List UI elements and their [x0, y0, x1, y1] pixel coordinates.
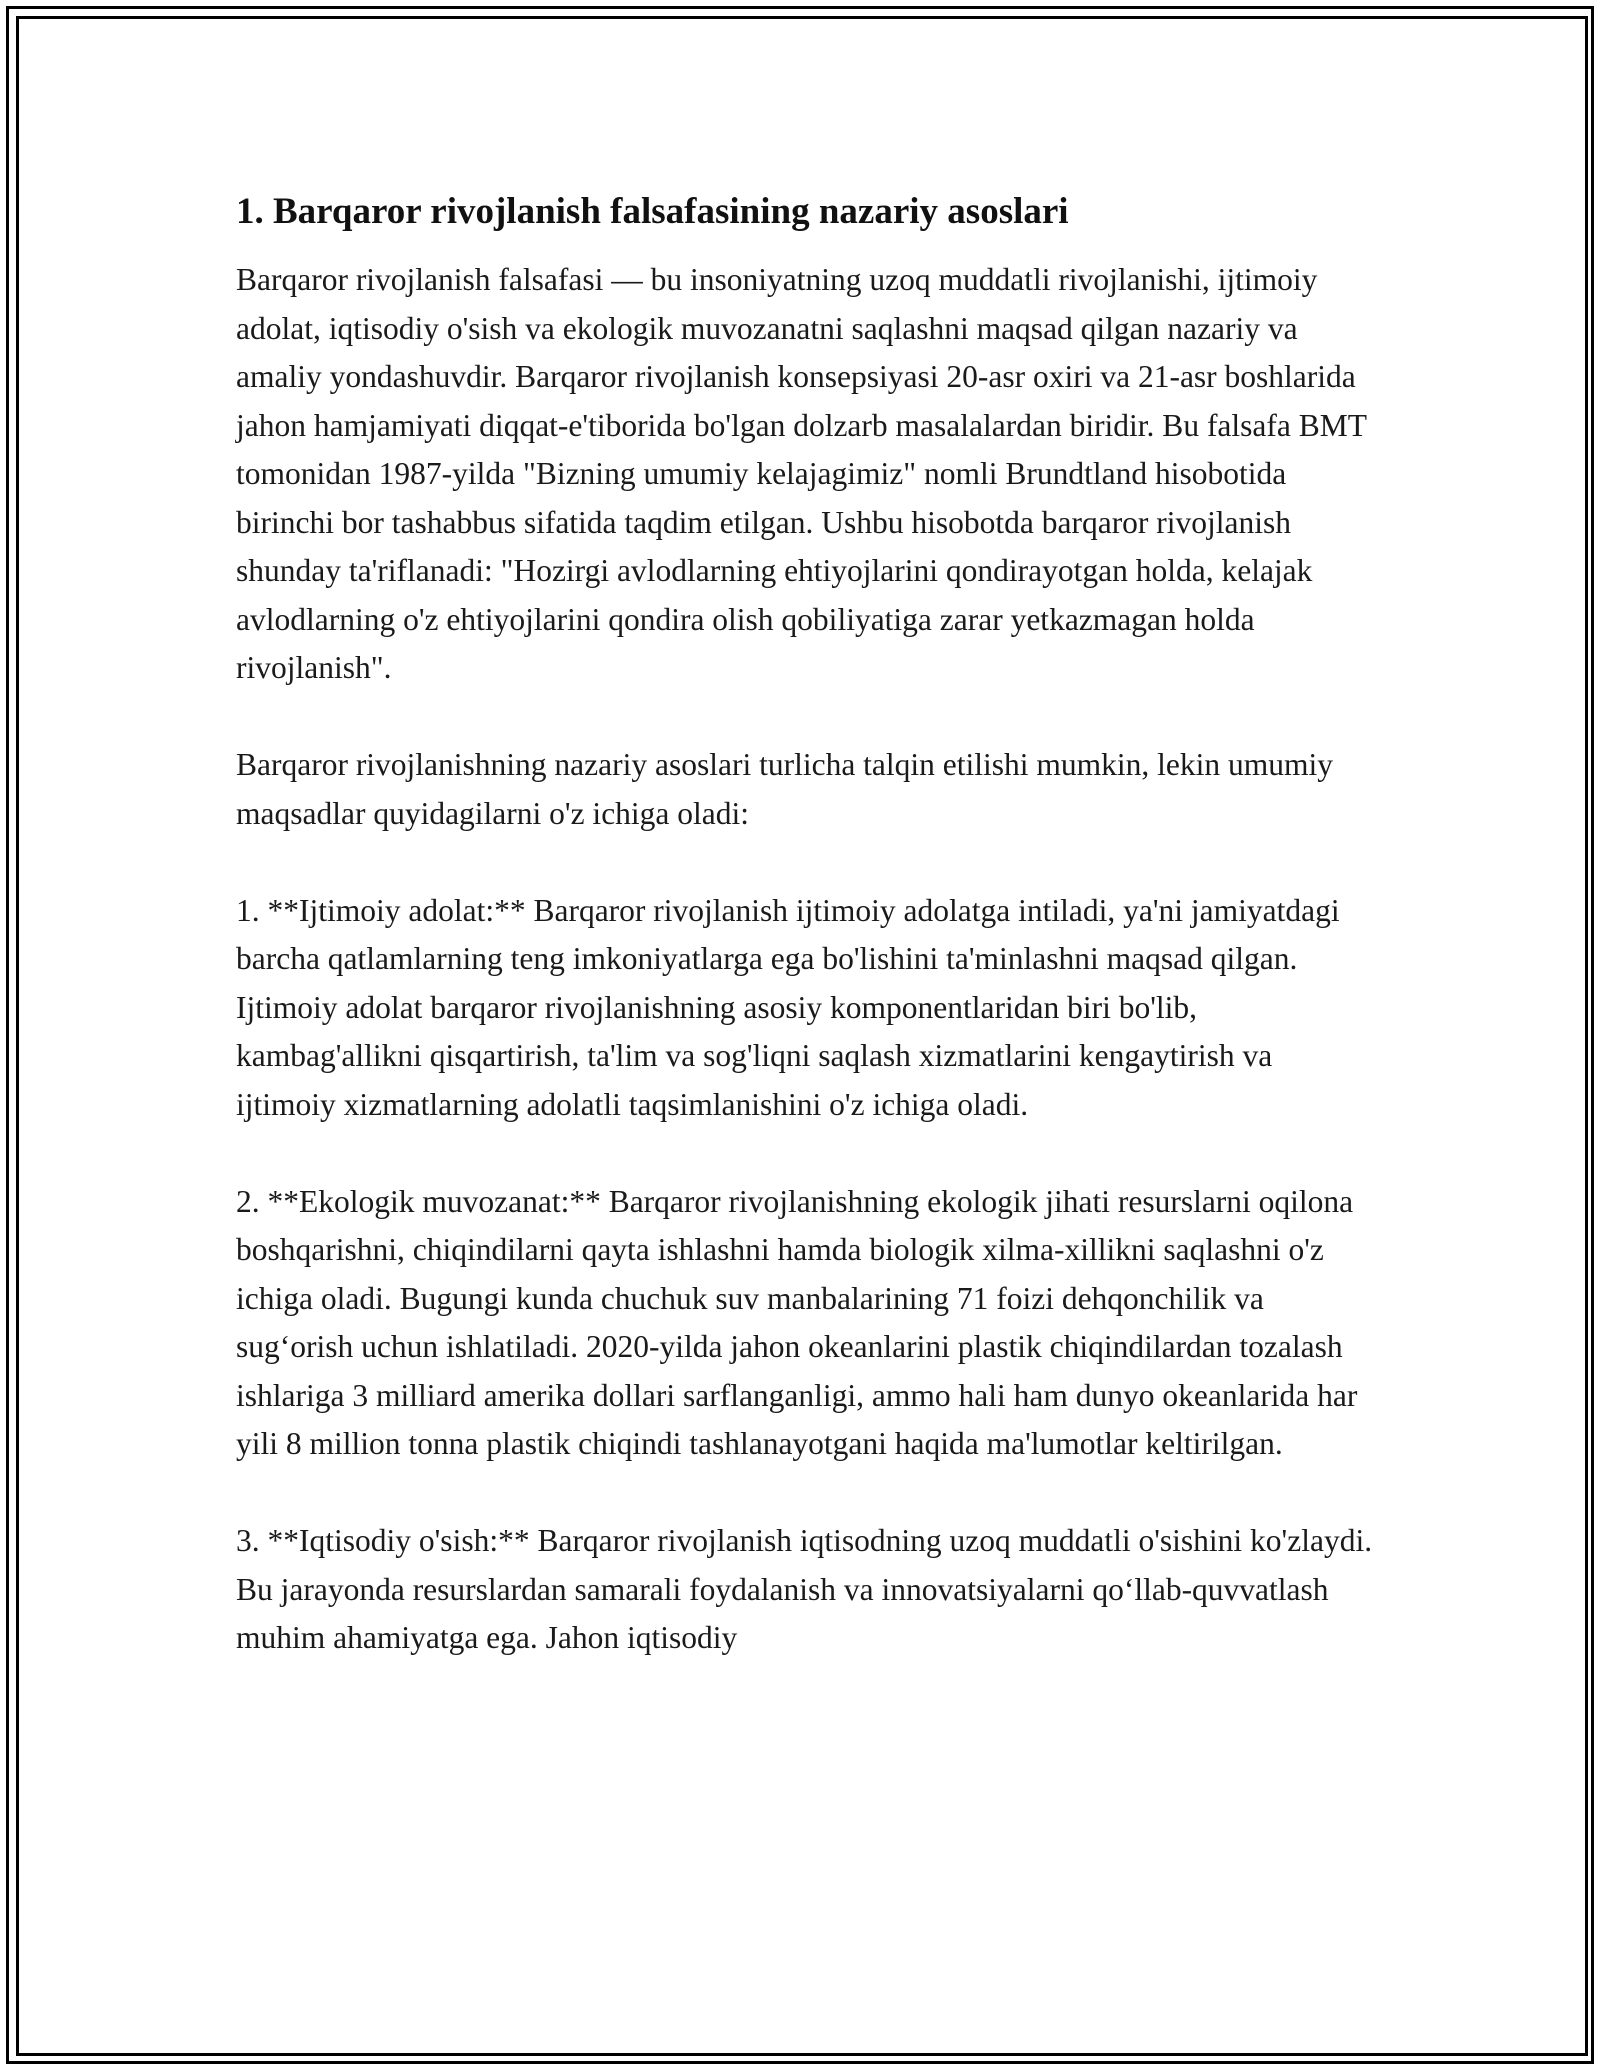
paragraph-ecological-balance: 2. **Ekologik muvozanat:** Barqaror rivojlanishning ekologik jihati resurslarni oqilona boshqarishni, chiqindilarni qayta ishlashni hamda biologik xilma-xillikni saqlashni o'z ichiga oladi. Bugungi kunda chuchuk suv manbalarining 71 foizi dehqonchilik va sug‘orish uchun ishlatiladi. 2020-yilda jahon okeanlarini plastik chiqindilardan tozalash ishlariga 3 milliard amerika dollari sarflanganligi, ammo hali ham dunyo okeanlarida har yili 8 million tonna plastik chiqindi tashlanayotgani haqida ma'lumotlar keltirilgan. — [236, 1183, 1358, 1461]
paragraph-intro: Barqaror rivojlanish falsafasi — bu insoniyatning uzoq muddatli rivojlanishi, ijtimoiy adolat, iqtisodiy o'sish va ekologik muvozanatni saqlashni maqsad qilgan nazariy va amaliy yondashuvdir. Barqaror rivojlanish konsepsiyasi 20-asr oxiri va 21-asr boshlarida jahon hamjamiyati diqqat-e'tiborida bo'lgan dolzarb masalalardan biridir. Bu falsafa BMT tomonidan 1987-yilda "Bizning umumiy kelajagimiz" nomli Brundtland hisobotida birinchi bor tashabbus sifatida taqdim etilgan. Ushbu hisobotda barqaror rivojlanish shunday ta'riflanadi: "Hozirgi avlodlarning ehtiyojlarini qondirayotgan holda, kelajak avlodlarning o'z ehtiyojlarini qondira olish qobiliyatiga zarar yetkazmagan holda rivojlanish". — [236, 262, 1367, 685]
paragraph-social-justice: 1. **Ijtimoiy adolat:** Barqaror rivojlanish ijtimoiy adolatga intiladi, ya'ni jamiyatdagi barcha qatlamlarning teng imkoniyatlarga ega bo'lishini ta'minlashni maqsad qilgan. Ijtimoiy adolat barqaror rivojlanishning asosiy komponentlaridan biri bo'lib, kambag'allikni qisqartirish, ta'lim va sog'liqni saqlash xizmatlarini kengaytirish va ijtimoiy xizmatlarning adolatli taqsimlanishini o'z ichiga oladi. — [236, 892, 1340, 1122]
paragraph-economic-growth: 3. **Iqtisodiy o'sish:** Barqaror rivojlanish iqtisodning uzoq muddatli o'sishini ko'zlaydi. Bu jarayonda resurslardan samarali foydalanish va innovatsiyalarni qo‘llab-quvvatlash muhim ahamiyatga ega. Jahon iqtisodiy — [236, 1523, 1373, 1655]
paragraph-theoretical-bases: Barqaror rivojlanishning nazariy asoslari turlicha talqin etilishi mumkin, lekin umumiy maqsadlar quyidagilarni o'z ichiga oladi: — [236, 747, 1334, 831]
document-body — [236, 188, 1376, 1711]
section-title: 1. Barqaror rivojlanish falsafasining nazariy asoslari — [236, 191, 1069, 232]
